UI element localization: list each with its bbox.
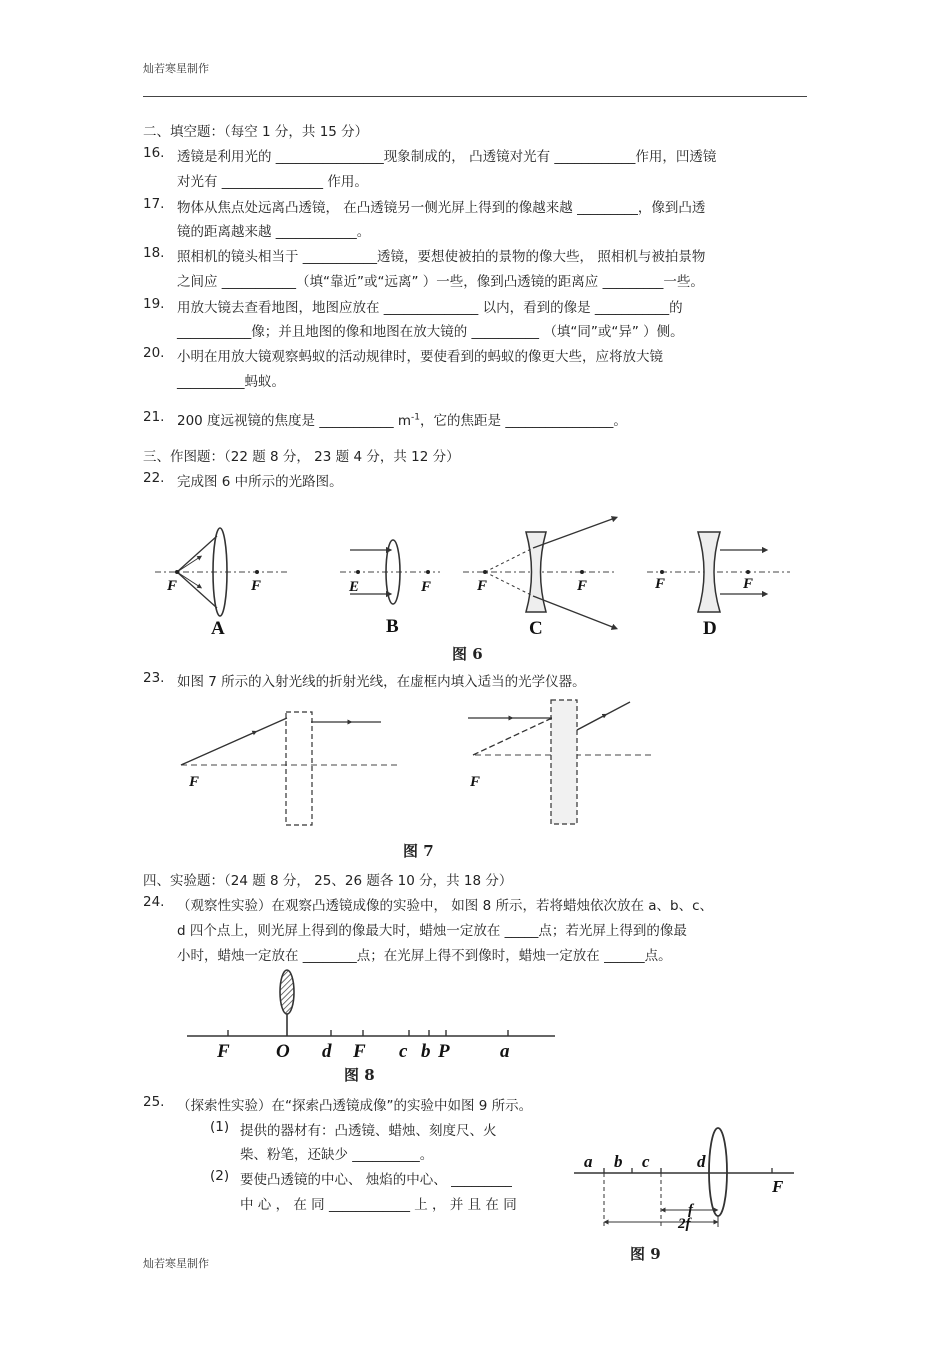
header-rule (143, 96, 807, 97)
q18-number: 18. (143, 245, 165, 261)
q25-part2-number: (2) (210, 1168, 230, 1184)
q16-number: 16. (143, 145, 165, 161)
q19-line2: ___________像；并且地图的像和地图在放大镜的 __________ （填“同”或“异” ）侧。 (177, 324, 684, 340)
fig7-diagram-right (468, 700, 655, 824)
q16-line2: 对光有 _______________ 作用。 (177, 174, 368, 190)
fig8-label-c: c (399, 1041, 408, 1062)
fig6-c-focus-right: F (577, 578, 588, 594)
fig8-label-f-right: F (353, 1041, 366, 1062)
q20-line2: __________蚂蚁。 (177, 374, 285, 390)
q25-number: 25. (143, 1094, 165, 1110)
q21-text-a: 200 度远视镜的焦度是 ___________ m (177, 413, 412, 429)
q25-part2-line1: 要使凸透镜的中心、 烛焰的中心、 _________ (240, 1172, 512, 1188)
fig8-label-a: a (500, 1041, 510, 1062)
q17-line1: 物体从焦点处远离凸透镜， 在凸透镜另一侧光屏上得到的像越来越 _________，像到凸透 (177, 200, 706, 216)
q25-part1-line1: 提供的器材有：凸透镜、蜡烛、刻度尺、火 (240, 1123, 497, 1139)
fig9-label-f: F (772, 1177, 784, 1196)
q18-line1: 照相机的镜头相当于 ___________透镜，要想使被拍的景物的像大些， 照相机与被拍景物 (177, 249, 706, 265)
fig6-b-focus-e: E (349, 579, 360, 595)
fig6-diagram-d (647, 532, 790, 639)
q25-part2-line2: 中 心 ， 在 同 ____________ 上 ， 并 且 在 同 (240, 1197, 517, 1213)
section-4-heading: 四、实验题：（24 题 8 分， 25、26 题各 10 分，共 18 分） (143, 873, 513, 889)
fig6-caption: 图 6 (452, 645, 483, 663)
q22-text: 完成图 6 中所示的光路图。 (177, 474, 343, 490)
header-watermark: 灿若寒星制作 (143, 62, 209, 75)
fig8-label-f-left: F (217, 1041, 230, 1062)
fig6-label-b: B (386, 616, 399, 637)
q24-line1: （观察性实验）在观察凸透镜成像的实验中， 如图 8 所示，若将蜡烛依次放在 a、b、c、 (177, 898, 714, 914)
fig6-d-focus-left: F (655, 576, 666, 592)
fig8-caption: 图 8 (344, 1066, 375, 1084)
q21-text-b: ，它的焦距是 ________________。 (420, 413, 627, 429)
fig8-label-b: b (421, 1041, 431, 1062)
q23-text: 如图 7 所示的入射光线的折射光线，在虚框内填入适当的光学仪器。 (177, 674, 586, 690)
fig6-diagram-c (463, 518, 617, 639)
q19-number: 19. (143, 296, 165, 312)
fig6-diagram-a (155, 528, 290, 639)
fig9-label-c: c (642, 1152, 650, 1171)
fig6-a-focus-left: F (167, 578, 178, 594)
fig6-diagram-b (340, 540, 440, 637)
q25-part1-number: (1) (210, 1119, 230, 1135)
q18-line2: 之间应 ___________（填“靠近”或“远离” ）一些，像到凸透镜的距离应 _________一些。 (177, 274, 704, 290)
fig9-label-b: b (614, 1152, 623, 1171)
q23-number: 23. (143, 670, 165, 686)
q16-line1: 透镜是利用光的 ________________现象制成的， 凸透镜对光有 ____________作用，凹透镜 (177, 149, 717, 165)
footer-watermark: 灿若寒星制作 (143, 1257, 209, 1270)
fig9-dim-f: f (688, 1202, 693, 1218)
q21-superscript: -1 (411, 412, 421, 423)
section-2-heading: 二、填空题：（每空 1 分，共 15 分） (143, 124, 369, 140)
q17-number: 17. (143, 196, 165, 212)
fig6-a-focus-right: F (251, 578, 262, 594)
q20-line1: 小明在用放大镜观察蚂蚁的活动规律时，要使看到的蚂蚁的像更大些，应将放大镜 (177, 349, 663, 365)
fig7-left-focus: F (189, 774, 200, 790)
figure-8 (183, 968, 558, 1063)
fig9-label-d: d (697, 1152, 706, 1171)
fig8-label-p: P (438, 1041, 450, 1062)
q25-line1: （探索性实验）在“探索凸透镜成像”的实验中如图 9 所示。 (177, 1098, 533, 1114)
figure-9 (572, 1122, 797, 1232)
fig7-diagram-left (181, 712, 400, 825)
fig7-right-focus: F (470, 774, 481, 790)
fig6-label-c: C (529, 618, 543, 639)
fig6-b-focus-right: F (421, 579, 432, 595)
q17-line2: 镜的距离越来越 ____________。 (177, 224, 371, 240)
fig9-label-a: a (584, 1152, 593, 1171)
fig9-dim-2f: 2f (678, 1216, 691, 1232)
section-3-heading: 三、作图题：（22 题 8 分， 23 题 4 分，共 12 分） (143, 449, 460, 465)
fig6-d-focus-right: F (743, 576, 754, 592)
q24-line2: d 四个点上，则光屏上得到的像最大时，蜡烛一定放在 _____点；若光屏上得到的像最 (177, 923, 687, 939)
q19-line1: 用放大镜去查看地图，地图应放在 ______________ 以内，看到的像是 ___________的 (177, 300, 683, 316)
q21-text (177, 409, 627, 429)
q24-line3: 小时，蜡烛一定放在 ________点；在光屏上得不到像时，蜡烛一定放在 ______点。 (177, 948, 672, 964)
fig7-caption: 图 7 (403, 842, 434, 860)
q21-number: 21. (143, 409, 165, 425)
figure-7 (175, 700, 665, 840)
fig6-label-a: A (211, 618, 225, 639)
q22-number: 22. (143, 470, 165, 486)
fig8-label-d: d (322, 1041, 332, 1062)
q20-number: 20. (143, 345, 165, 361)
figure-6 (145, 510, 805, 640)
fig6-label-d: D (703, 618, 717, 639)
fig6-c-focus-left: F (477, 578, 488, 594)
fig9-caption: 图 9 (630, 1245, 661, 1263)
q24-number: 24. (143, 894, 165, 910)
q25-part1-line2: 柴、粉笔，还缺少 __________。 (240, 1147, 434, 1163)
fig8-label-o: O (276, 1041, 290, 1062)
